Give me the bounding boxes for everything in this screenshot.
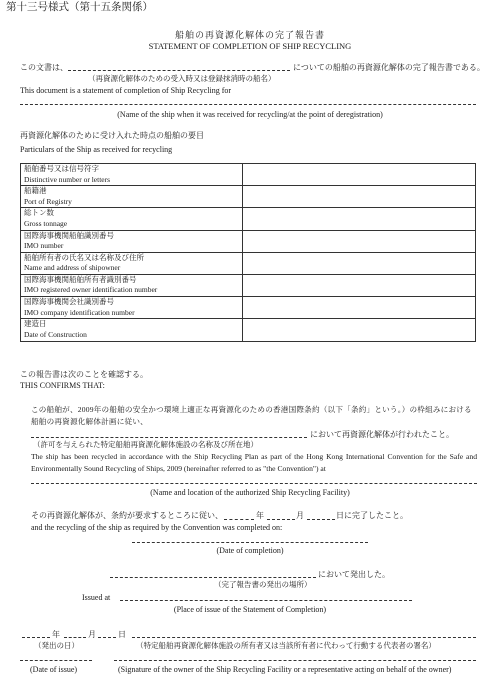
particular-label-cell bbox=[21, 319, 243, 341]
title-english: STATEMENT OF COMPLETION OF SHIP RECYCLING bbox=[148, 41, 352, 51]
table-row bbox=[21, 319, 476, 341]
issue-month-label: 月 bbox=[88, 630, 96, 639]
particular-label-cell bbox=[21, 252, 243, 274]
table-row bbox=[21, 274, 476, 296]
particular-value-cell[interactable] bbox=[243, 274, 476, 296]
particular-label-ja: 国際海事機関船舶識別番号 bbox=[24, 230, 114, 240]
para2-en: and the recycling of the ship as required by the Convention was completed on: bbox=[31, 523, 283, 532]
particulars-heading-ja: 再資源化解体のために受け入れた時点の船舶の要目 bbox=[20, 131, 204, 140]
para1-ja: この船舶が、2009年の船舶の安全かつ環境上適正な再資源化のための香港国際条約（以下「条約」という。）の枠組みにおける船舶の再資源化解体計画に従い、 bbox=[31, 405, 472, 426]
particular-value-cell[interactable] bbox=[243, 252, 476, 274]
title-japanese: 船舶の再資源化解体の完了報告書 bbox=[174, 30, 325, 40]
particular-value-cell[interactable] bbox=[243, 208, 476, 230]
issue-place-en-note: (Place of issue of the Statement of Completion) bbox=[173, 605, 327, 614]
particular-value-cell[interactable] bbox=[243, 186, 476, 208]
particulars-heading-en: Particulars of the Ship as received for recycling bbox=[20, 145, 173, 154]
signature-ja-note: （特定船舶再資源化解体施設の所有者又は当該所有者に代わって行動する代表者の署名） bbox=[136, 641, 436, 650]
table-row bbox=[21, 186, 476, 208]
ship-name-en-field[interactable] bbox=[20, 104, 476, 105]
completion-day-field[interactable] bbox=[307, 519, 335, 520]
particular-label-cell bbox=[21, 230, 243, 252]
issue-month-field[interactable] bbox=[64, 637, 86, 638]
ship-name-field[interactable] bbox=[68, 70, 290, 71]
intro-ja-prefix: この文書は、 bbox=[20, 63, 68, 72]
signature-en-field[interactable] bbox=[114, 660, 476, 661]
particular-label-en: Name and address of shipowner bbox=[24, 263, 121, 273]
particular-label-ja: 国際海事機関船舶所有者識別番号 bbox=[24, 274, 137, 284]
table-row bbox=[21, 297, 476, 319]
intro-en-sentence: This document is a statement of completion of Ship Recycling for bbox=[20, 86, 232, 95]
para1-ja-suffix: において再資源化解体が行われたこと。 bbox=[310, 430, 454, 439]
issue-place-ja-field[interactable] bbox=[110, 577, 316, 578]
para1-en-note: (Name and location of the authorized Ship Recycling Facility) bbox=[150, 488, 350, 497]
particular-label-cell bbox=[21, 274, 243, 296]
particulars-table bbox=[20, 163, 476, 342]
particular-value-cell[interactable] bbox=[243, 164, 476, 186]
issue-day-field[interactable] bbox=[98, 637, 116, 638]
completion-month-field[interactable] bbox=[267, 519, 295, 520]
completion-month-label: 月 bbox=[296, 511, 304, 520]
particular-label-en: Port of Registry bbox=[24, 196, 72, 206]
signature-field[interactable] bbox=[132, 637, 476, 638]
particular-label-cell bbox=[21, 208, 243, 230]
issue-date-en-field[interactable] bbox=[20, 660, 92, 661]
form-number: 第十三号様式（第十五条関係） bbox=[6, 2, 153, 13]
issue-date-en-note: (Date of issue) bbox=[30, 665, 78, 674]
intro-ja-note: （再資源化解体のための受入時又は登録抹消時の船名） bbox=[88, 74, 276, 83]
issue-year-label: 年 bbox=[52, 630, 60, 639]
facility-name-en-field[interactable] bbox=[31, 483, 477, 484]
table-row bbox=[21, 208, 476, 230]
particular-label-en: IMO number bbox=[24, 241, 64, 251]
issue-place-ja-suffix: において発出した。 bbox=[318, 570, 390, 579]
particular-label-cell bbox=[21, 186, 243, 208]
issue-year-field[interactable] bbox=[22, 637, 50, 638]
para1-en: The ship has been recycled in accordance with the Ship Recycling Plan as part of the Hong Kong International Convention for the Safe and Environmentally Sound Recycling of Ships, 2009 (hereinafter referred to as "the Convention") at bbox=[31, 452, 477, 473]
intro-ja-suffix: についての船舶の再資源化解体の完了報告書である。 bbox=[293, 63, 485, 72]
completion-date-field[interactable] bbox=[132, 542, 368, 543]
facility-name-ja-field[interactable] bbox=[31, 437, 307, 438]
particular-value-cell[interactable] bbox=[243, 297, 476, 319]
particular-label-ja: 船舶所有者の氏名又は名称及び住所 bbox=[24, 252, 144, 262]
particular-label-en: IMO registered owner identification number bbox=[24, 285, 158, 295]
para2-ja-suffix: 日に完了したこと。 bbox=[336, 511, 408, 520]
signature-en-note: (Signature of the owner of the Ship Recycling Facility or a representative acting on behalf of the owner) bbox=[118, 665, 452, 674]
particular-label-ja: 総トン数 bbox=[24, 208, 54, 218]
particular-label-ja: 建造日 bbox=[24, 319, 47, 329]
issued-at-label: Issued at bbox=[82, 593, 111, 602]
particular-label-ja: 船舶番号又は信号符字 bbox=[24, 164, 99, 173]
particular-label-ja: 国際海事機関会社識別番号 bbox=[24, 297, 114, 307]
particular-label-cell bbox=[21, 297, 243, 319]
particular-value-cell[interactable] bbox=[243, 230, 476, 252]
completion-year-label: 年 bbox=[256, 511, 264, 520]
para1-ja-note: （許可を与えられた特定船舶再資源化解体施設の名称及び所在地） bbox=[33, 440, 258, 449]
particular-label-en: Gross tonnage bbox=[24, 218, 68, 228]
particular-label-en: Date of Construction bbox=[24, 329, 87, 339]
confirms-en: THIS CONFIRMS THAT: bbox=[20, 381, 105, 390]
intro-en-note: (Name of the ship when it was received for recycling/at the point of deregistration) bbox=[117, 110, 383, 119]
table-row bbox=[21, 230, 476, 252]
particular-label-ja: 船籍港 bbox=[24, 186, 47, 196]
issue-place-ja-note: （完了報告書の発出の場所） bbox=[214, 580, 312, 589]
confirms-ja: この報告書は次のことを確認する。 bbox=[20, 370, 148, 379]
particular-label-cell bbox=[21, 164, 243, 186]
issue-date-ja-note: （発出の日） bbox=[34, 641, 79, 650]
para2-en-note: (Date of completion) bbox=[216, 546, 284, 555]
issue-place-en-field[interactable] bbox=[120, 600, 412, 601]
table-row bbox=[21, 164, 476, 186]
table-row bbox=[21, 252, 476, 274]
particular-label-en: Distinctive number or letters bbox=[24, 174, 111, 184]
para2-ja-prefix: その再資源化解体が、条約が要求するところに従い、 bbox=[31, 511, 223, 520]
particular-value-cell[interactable] bbox=[243, 319, 476, 341]
particular-label-en: IMO company identification number bbox=[24, 307, 135, 317]
completion-year-field[interactable] bbox=[224, 519, 254, 520]
issue-day-label: 日 bbox=[118, 630, 126, 639]
